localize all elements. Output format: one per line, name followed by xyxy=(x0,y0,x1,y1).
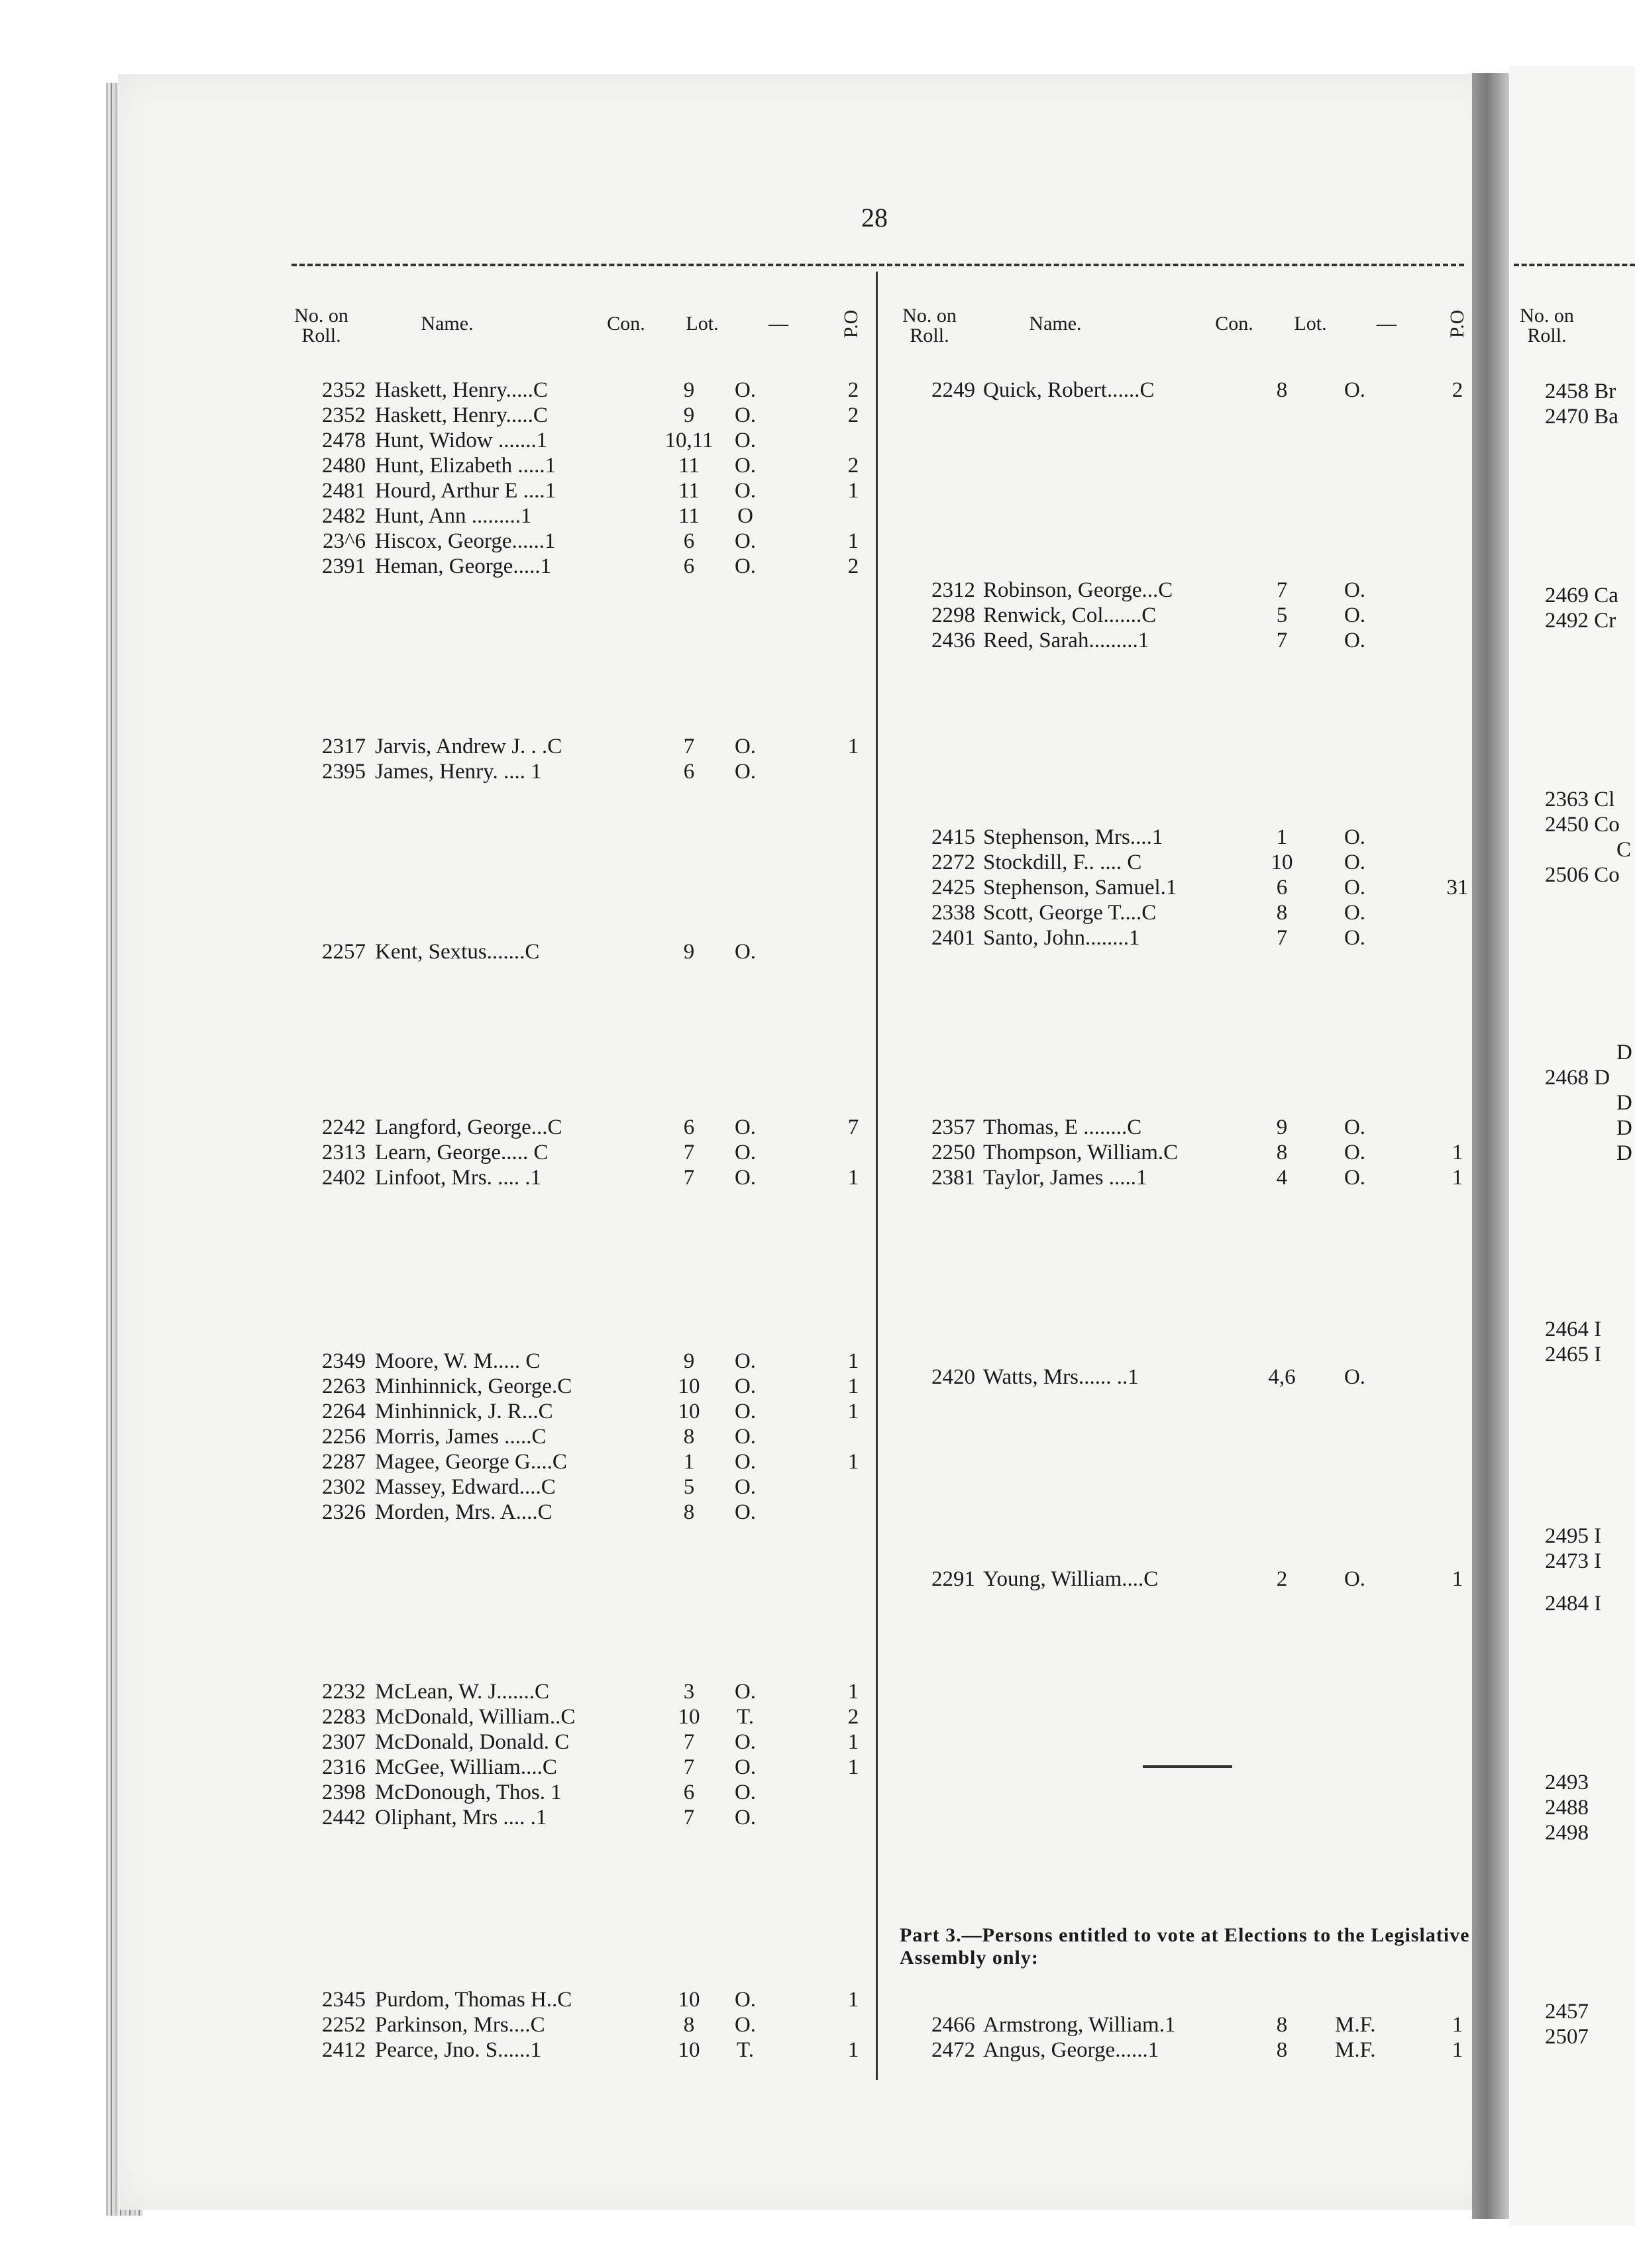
tenure: O. xyxy=(734,429,757,452)
tenure: O. xyxy=(1344,876,1366,900)
table-row xyxy=(0,1679,1635,1704)
next-page-fragment: D xyxy=(1616,1091,1632,1115)
table-row xyxy=(0,478,1635,503)
post-office: 1 xyxy=(847,1400,859,1423)
tenure: O. xyxy=(734,454,757,478)
lot-number: 7 xyxy=(683,1166,695,1190)
tenure: T. xyxy=(737,1705,754,1729)
tenure: O. xyxy=(1344,1166,1366,1190)
roll-number: 2352 xyxy=(322,378,366,402)
roll-number: 2307 xyxy=(322,1730,366,1754)
roll-number: 2291 xyxy=(931,1567,975,1591)
lot-number: 6 xyxy=(683,554,695,578)
voter-name: Hunt, Widow .......1 xyxy=(375,429,548,452)
roll-number: 2316 xyxy=(322,1755,366,1779)
roll-number: 2398 xyxy=(322,1780,366,1804)
table-row xyxy=(0,1567,1635,1592)
tenure: O. xyxy=(734,1500,757,1524)
voter-name: Morris, James .....C xyxy=(375,1425,547,1449)
table-row xyxy=(0,378,1635,403)
tenure: O. xyxy=(734,529,757,553)
voter-name: Robinson, George...C xyxy=(983,578,1173,602)
lot-number: 10 xyxy=(678,1400,700,1423)
table-row xyxy=(0,759,1635,784)
lot-number: 6 xyxy=(683,760,695,784)
lot-number: 9 xyxy=(683,1349,695,1373)
tenure: O. xyxy=(734,940,757,964)
roll-number: 2312 xyxy=(931,578,975,602)
roll-number: 2264 xyxy=(322,1400,366,1423)
voter-name: McGee, William....C xyxy=(375,1755,557,1779)
page-number: 28 xyxy=(861,203,888,232)
table-row xyxy=(0,1424,1635,1449)
voter-name: Magee, George G....C xyxy=(375,1450,567,1474)
post-office: 1 xyxy=(847,1166,859,1190)
lot-number: 8 xyxy=(1276,901,1288,925)
table-row xyxy=(0,1500,1635,1525)
tenure: O. xyxy=(734,760,757,784)
voter-name: Hunt, Elizabeth .....1 xyxy=(375,454,556,478)
header-roll-right: No. on Roll. xyxy=(902,305,957,346)
post-office: 1 xyxy=(847,1680,859,1704)
lot-number: 7 xyxy=(683,1755,695,1779)
header-con: Con. xyxy=(607,313,645,335)
table-row xyxy=(0,1755,1635,1780)
table-row xyxy=(0,628,1635,653)
next-page-fragment: 2495 I xyxy=(1545,1524,1602,1548)
post-office: 2 xyxy=(1451,378,1463,402)
lot-number: 4 xyxy=(1276,1166,1288,1190)
table-row xyxy=(0,2037,1635,2063)
lot-number: 8 xyxy=(683,2013,695,2037)
post-office: 1 xyxy=(847,479,859,503)
roll-number: 2326 xyxy=(322,1500,366,1524)
next-page-top-rule xyxy=(1514,264,1635,266)
table-row xyxy=(0,875,1635,900)
lot-number: 10 xyxy=(678,1988,700,2012)
roll-number: 2313 xyxy=(322,1141,366,1164)
next-page-fragment: 2363 Cl xyxy=(1545,788,1615,811)
lot-number: 11 xyxy=(678,454,700,478)
next-page-fragment: 2470 Ba xyxy=(1545,405,1618,429)
header-lot: Lot. xyxy=(686,313,719,335)
table-row xyxy=(0,453,1635,478)
table-row xyxy=(0,900,1635,925)
tenure: O. xyxy=(1344,578,1366,602)
post-office: 1 xyxy=(847,1374,859,1398)
next-page-fragment: D xyxy=(1616,1141,1632,1165)
tenure: O. xyxy=(734,1755,757,1779)
lot-number: 10 xyxy=(678,1705,700,1729)
next-page-fragment: 2469 Ca xyxy=(1545,584,1618,607)
roll-number: 2415 xyxy=(931,825,975,849)
tenure: O. xyxy=(1344,629,1366,652)
top-rule xyxy=(291,264,1464,266)
tenure: O. xyxy=(734,1141,757,1164)
post-office: 1 xyxy=(1451,2013,1463,2037)
post-office: 1 xyxy=(847,1450,859,1474)
table-row xyxy=(0,1399,1635,1424)
post-office: 2 xyxy=(847,1705,859,1729)
roll-number: 2349 xyxy=(322,1349,366,1373)
roll-number: 2249 xyxy=(931,378,975,402)
tenure: O. xyxy=(1344,378,1366,402)
post-office: 2 xyxy=(847,554,859,578)
lot-number: 3 xyxy=(683,1680,695,1704)
voter-name: Parkinson, Mrs....C xyxy=(375,2013,545,2037)
voter-name: Morden, Mrs. A....C xyxy=(375,1500,553,1524)
voter-name: McLean, W. J.......C xyxy=(375,1680,550,1704)
voter-name: Santo, John........1 xyxy=(983,926,1140,950)
voter-name: Scott, George T....C xyxy=(983,901,1157,925)
roll-number: 2352 xyxy=(322,403,366,427)
tenure: O. xyxy=(734,1349,757,1373)
tenure: O. xyxy=(1344,825,1366,849)
lot-number: 8 xyxy=(683,1500,695,1524)
roll-number: 2283 xyxy=(322,1705,366,1729)
lot-number: 7 xyxy=(1276,926,1288,950)
table-row xyxy=(0,1140,1635,1165)
section-end-rule xyxy=(1143,1765,1232,1768)
tenure: O. xyxy=(1344,901,1366,925)
header-lot-right: Lot. xyxy=(1294,313,1327,335)
lot-number: 7 xyxy=(683,1806,695,1830)
voter-name: Stephenson, Mrs....1 xyxy=(983,825,1163,849)
roll-number: 2401 xyxy=(931,926,975,950)
next-page-fragment: D xyxy=(1616,1041,1632,1064)
voter-name: Hiscox, George......1 xyxy=(375,529,556,553)
lot-number: 1 xyxy=(683,1450,695,1474)
lot-number: 6 xyxy=(683,529,695,553)
post-office: 2 xyxy=(847,403,859,427)
lot-number: 9 xyxy=(1276,1115,1288,1139)
next-page-header-roll: No. on Roll. xyxy=(1520,305,1574,346)
voter-name: McDonough, Thos. 1 xyxy=(375,1780,562,1804)
next-page-fragment: D xyxy=(1616,1116,1632,1140)
voter-name: Armstrong, William.1 xyxy=(983,2013,1176,2037)
voter-name: Heman, George.....1 xyxy=(375,554,552,578)
roll-number: 2252 xyxy=(322,2013,366,2037)
voter-name: Young, William....C xyxy=(983,1567,1159,1591)
table-row xyxy=(0,1165,1635,1190)
roll-number: 2287 xyxy=(322,1450,366,1474)
lot-number: 6 xyxy=(683,1115,695,1139)
tenure: O. xyxy=(1344,1115,1366,1139)
roll-number: 23^6 xyxy=(323,529,366,553)
post-office: 1 xyxy=(847,1988,859,2012)
roll-number: 2436 xyxy=(931,629,975,652)
lot-number: 7 xyxy=(683,735,695,758)
lot-number: 7 xyxy=(1276,629,1288,652)
lot-number: 8 xyxy=(1276,2038,1288,2062)
tenure: T. xyxy=(737,2038,754,2062)
voter-name: Hunt, Ann .........1 xyxy=(375,504,532,528)
table-row xyxy=(0,603,1635,628)
post-office: 31 xyxy=(1446,876,1469,900)
voter-name: Reed, Sarah.........1 xyxy=(983,629,1149,652)
tenure: O. xyxy=(734,1680,757,1704)
table-row xyxy=(0,503,1635,529)
roll-number: 2420 xyxy=(931,1365,975,1389)
lot-number: 8 xyxy=(1276,378,1288,402)
voter-name: Stockdill, F.. .... C xyxy=(983,850,1142,874)
tenure: O. xyxy=(1344,1365,1366,1389)
post-office: 1 xyxy=(847,2038,859,2062)
tenure: O. xyxy=(734,1166,757,1190)
voter-name: Angus, George......1 xyxy=(983,2038,1159,2062)
next-page-fragment: 2457 xyxy=(1545,2000,1589,2024)
voter-name: Minhinnick, George.C xyxy=(375,1374,572,1398)
roll-number: 2481 xyxy=(322,479,366,503)
next-page-fragment: 2484 I xyxy=(1545,1592,1602,1616)
tenure: O. xyxy=(734,1806,757,1830)
next-page-fragment: C xyxy=(1616,838,1632,862)
voter-name: James, Henry. .... 1 xyxy=(375,760,542,784)
post-office: 1 xyxy=(1451,1567,1463,1591)
roll-number: 2482 xyxy=(322,504,366,528)
roll-number: 2302 xyxy=(322,1475,366,1499)
table-row xyxy=(0,1365,1635,1390)
roll-number: 2232 xyxy=(322,1680,366,1704)
tenure: O. xyxy=(734,1425,757,1449)
roll-number: 2242 xyxy=(322,1115,366,1139)
voter-name: Purdom, Thomas H..C xyxy=(375,1988,572,2012)
tenure: O xyxy=(737,504,753,528)
post-office: 1 xyxy=(847,1730,859,1754)
tenure: O. xyxy=(734,1780,757,1804)
lot-number: 10 xyxy=(678,1374,700,1398)
lot-number: 10,11 xyxy=(664,429,713,452)
tenure: O. xyxy=(734,735,757,758)
next-page-fragment: 2506 Co xyxy=(1545,863,1620,887)
voter-name: Oliphant, Mrs .... .1 xyxy=(375,1806,547,1830)
tenure: O. xyxy=(1344,1567,1366,1591)
roll-number: 2425 xyxy=(931,876,975,900)
lot-number: 8 xyxy=(683,1425,695,1449)
post-office: 7 xyxy=(847,1115,859,1139)
voter-name: Linfoot, Mrs. .... .1 xyxy=(375,1166,542,1190)
voter-name: McDonald, William..C xyxy=(375,1705,576,1729)
roll-number: 2442 xyxy=(322,1806,366,1830)
lot-number: 11 xyxy=(678,479,700,503)
lot-number: 5 xyxy=(683,1475,695,1499)
post-office: 1 xyxy=(1451,1141,1463,1164)
table-row xyxy=(0,578,1635,603)
voter-name: Thomas, E ........C xyxy=(983,1115,1142,1139)
post-office: 1 xyxy=(847,529,859,553)
roll-number: 2391 xyxy=(322,554,366,578)
lot-number: 11 xyxy=(678,504,700,528)
table-row xyxy=(0,925,1635,951)
voter-name: Kent, Sextus.......C xyxy=(375,940,540,964)
next-page-fragment: 2498 xyxy=(1545,1821,1589,1845)
next-page-fragment: 2507 xyxy=(1545,2025,1589,2049)
roll-number: 2478 xyxy=(322,429,366,452)
header-roll: No. on Roll. xyxy=(294,305,348,346)
tenure: O. xyxy=(734,1115,757,1139)
table-row xyxy=(0,1115,1635,1140)
lot-number: 8 xyxy=(1276,2013,1288,2037)
roll-number: 2480 xyxy=(322,454,366,478)
tenure: O. xyxy=(1344,1141,1366,1164)
table-row xyxy=(0,734,1635,759)
next-page-fragment: 2473 I xyxy=(1545,1549,1602,1573)
roll-number: 2345 xyxy=(322,1988,366,2012)
next-page-fragment: 2468 D xyxy=(1545,1066,1610,1090)
lot-number: 7 xyxy=(1276,578,1288,602)
voter-name: Quick, Robert......C xyxy=(983,378,1155,402)
voter-name: McDonald, Donald. C xyxy=(375,1730,570,1754)
lot-number: 6 xyxy=(1276,876,1288,900)
table-row xyxy=(0,1780,1635,1805)
tenure: O. xyxy=(734,1400,757,1423)
voter-name: Haskett, Henry.....C xyxy=(375,403,548,427)
header-con-right: Con. xyxy=(1215,313,1253,335)
header-po: P.O xyxy=(840,309,862,338)
table-row xyxy=(0,428,1635,453)
table-row xyxy=(0,554,1635,579)
next-page-fragment: 2488 xyxy=(1545,1796,1589,1820)
roll-number: 2381 xyxy=(931,1166,975,1190)
voter-name: Pearce, Jno. S......1 xyxy=(375,2038,542,2062)
lot-number: 8 xyxy=(1276,1141,1288,1164)
lot-number: 7 xyxy=(683,1141,695,1164)
table-row xyxy=(0,1987,1635,2012)
tenure: O. xyxy=(734,554,757,578)
roll-number: 2402 xyxy=(322,1166,366,1190)
voter-name: Renwick, Col.......C xyxy=(983,603,1157,627)
tenure: O. xyxy=(1344,850,1366,874)
voter-name: Hourd, Arthur E ....1 xyxy=(375,479,556,503)
post-office: 1 xyxy=(1451,2038,1463,2062)
roll-number: 2317 xyxy=(322,735,366,758)
header-name: Name. xyxy=(421,313,474,335)
voter-name: Moore, W. M..... C xyxy=(375,1349,541,1373)
post-office: 1 xyxy=(1451,1166,1463,1190)
lot-number: 1 xyxy=(1276,825,1288,849)
next-page-fragment: 2450 Co xyxy=(1545,813,1620,837)
voter-name: Watts, Mrs...... ..1 xyxy=(983,1365,1139,1389)
lot-number: 4,6 xyxy=(1268,1365,1296,1389)
header-name-right: Name. xyxy=(1029,313,1082,335)
tenure: O. xyxy=(1344,926,1366,950)
tenure: O. xyxy=(734,403,757,427)
table-row xyxy=(0,529,1635,554)
roll-number: 2412 xyxy=(322,2038,366,2062)
tenure: O. xyxy=(734,1475,757,1499)
table-row xyxy=(0,1474,1635,1500)
post-office: 1 xyxy=(847,735,859,758)
next-page-fragment: 2493 xyxy=(1545,1771,1589,1794)
next-page-fragment: 2464 I xyxy=(1545,1317,1602,1341)
tenure: O. xyxy=(734,1374,757,1398)
voter-name: Minhinnick, J. R...C xyxy=(375,1400,553,1423)
voter-name: Learn, George..... C xyxy=(375,1141,549,1164)
header-po-right: P.O xyxy=(1446,309,1468,338)
tenure: O. xyxy=(1344,603,1366,627)
lot-number: 7 xyxy=(683,1730,695,1754)
voter-name: Thompson, William.C xyxy=(983,1141,1179,1164)
part3-heading: Part 3.—Persons entitled to vote at Elections to the Legislative Assembly only: xyxy=(900,1924,1470,1969)
table-row xyxy=(0,1729,1635,1755)
table-row xyxy=(0,1704,1635,1729)
roll-number: 2256 xyxy=(322,1425,366,1449)
roll-number: 2338 xyxy=(931,901,975,925)
voter-name: Langford, George...C xyxy=(375,1115,562,1139)
lot-number: 9 xyxy=(683,940,695,964)
roll-number: 2395 xyxy=(322,760,366,784)
tenure: O. xyxy=(734,1988,757,2012)
lot-number: 9 xyxy=(683,378,695,402)
voter-name: Haskett, Henry.....C xyxy=(375,378,548,402)
header-blank: — xyxy=(768,313,788,335)
tenure: O. xyxy=(734,378,757,402)
table-row xyxy=(0,2012,1635,2037)
roll-number: 2272 xyxy=(931,850,975,874)
post-office: 1 xyxy=(847,1755,859,1779)
roll-number: 2357 xyxy=(931,1115,975,1139)
table-row xyxy=(0,850,1635,875)
post-office: 2 xyxy=(847,454,859,478)
post-office: 2 xyxy=(847,378,859,402)
voter-name: Massey, Edward....C xyxy=(375,1475,556,1499)
tenure: O. xyxy=(734,2013,757,2037)
lot-number: 5 xyxy=(1276,603,1288,627)
lot-number: 6 xyxy=(683,1780,695,1804)
post-office: 1 xyxy=(847,1349,859,1373)
table-row xyxy=(0,825,1635,850)
lot-number: 2 xyxy=(1276,1567,1288,1591)
tenure: M.F. xyxy=(1335,2013,1376,2037)
voter-name: Taylor, James .....1 xyxy=(983,1166,1147,1190)
roll-number: 2250 xyxy=(931,1141,975,1164)
lot-number: 10 xyxy=(678,2038,700,2062)
tenure: O. xyxy=(734,479,757,503)
lot-number: 9 xyxy=(683,403,695,427)
next-page-fragment: 2458 Br xyxy=(1545,380,1616,403)
next-page-fragment: 2465 I xyxy=(1545,1343,1602,1366)
tenure: O. xyxy=(734,1730,757,1754)
table-row xyxy=(0,403,1635,428)
tenure: M.F. xyxy=(1335,2038,1376,2062)
lot-number: 10 xyxy=(1271,850,1293,874)
roll-number: 2472 xyxy=(931,2038,975,2062)
voter-name: Stephenson, Samuel.1 xyxy=(983,876,1177,900)
tenure: O. xyxy=(734,1450,757,1474)
table-row xyxy=(0,1805,1635,1830)
table-row xyxy=(0,1449,1635,1474)
roll-number: 2466 xyxy=(931,2013,975,2037)
voter-name: Jarvis, Andrew J. . .C xyxy=(375,735,562,758)
roll-number: 2298 xyxy=(931,603,975,627)
next-page-fragment: 2492 Cr xyxy=(1545,609,1616,633)
header-blank-right: — xyxy=(1377,313,1397,335)
roll-number: 2257 xyxy=(322,940,366,964)
roll-number: 2263 xyxy=(322,1374,366,1398)
